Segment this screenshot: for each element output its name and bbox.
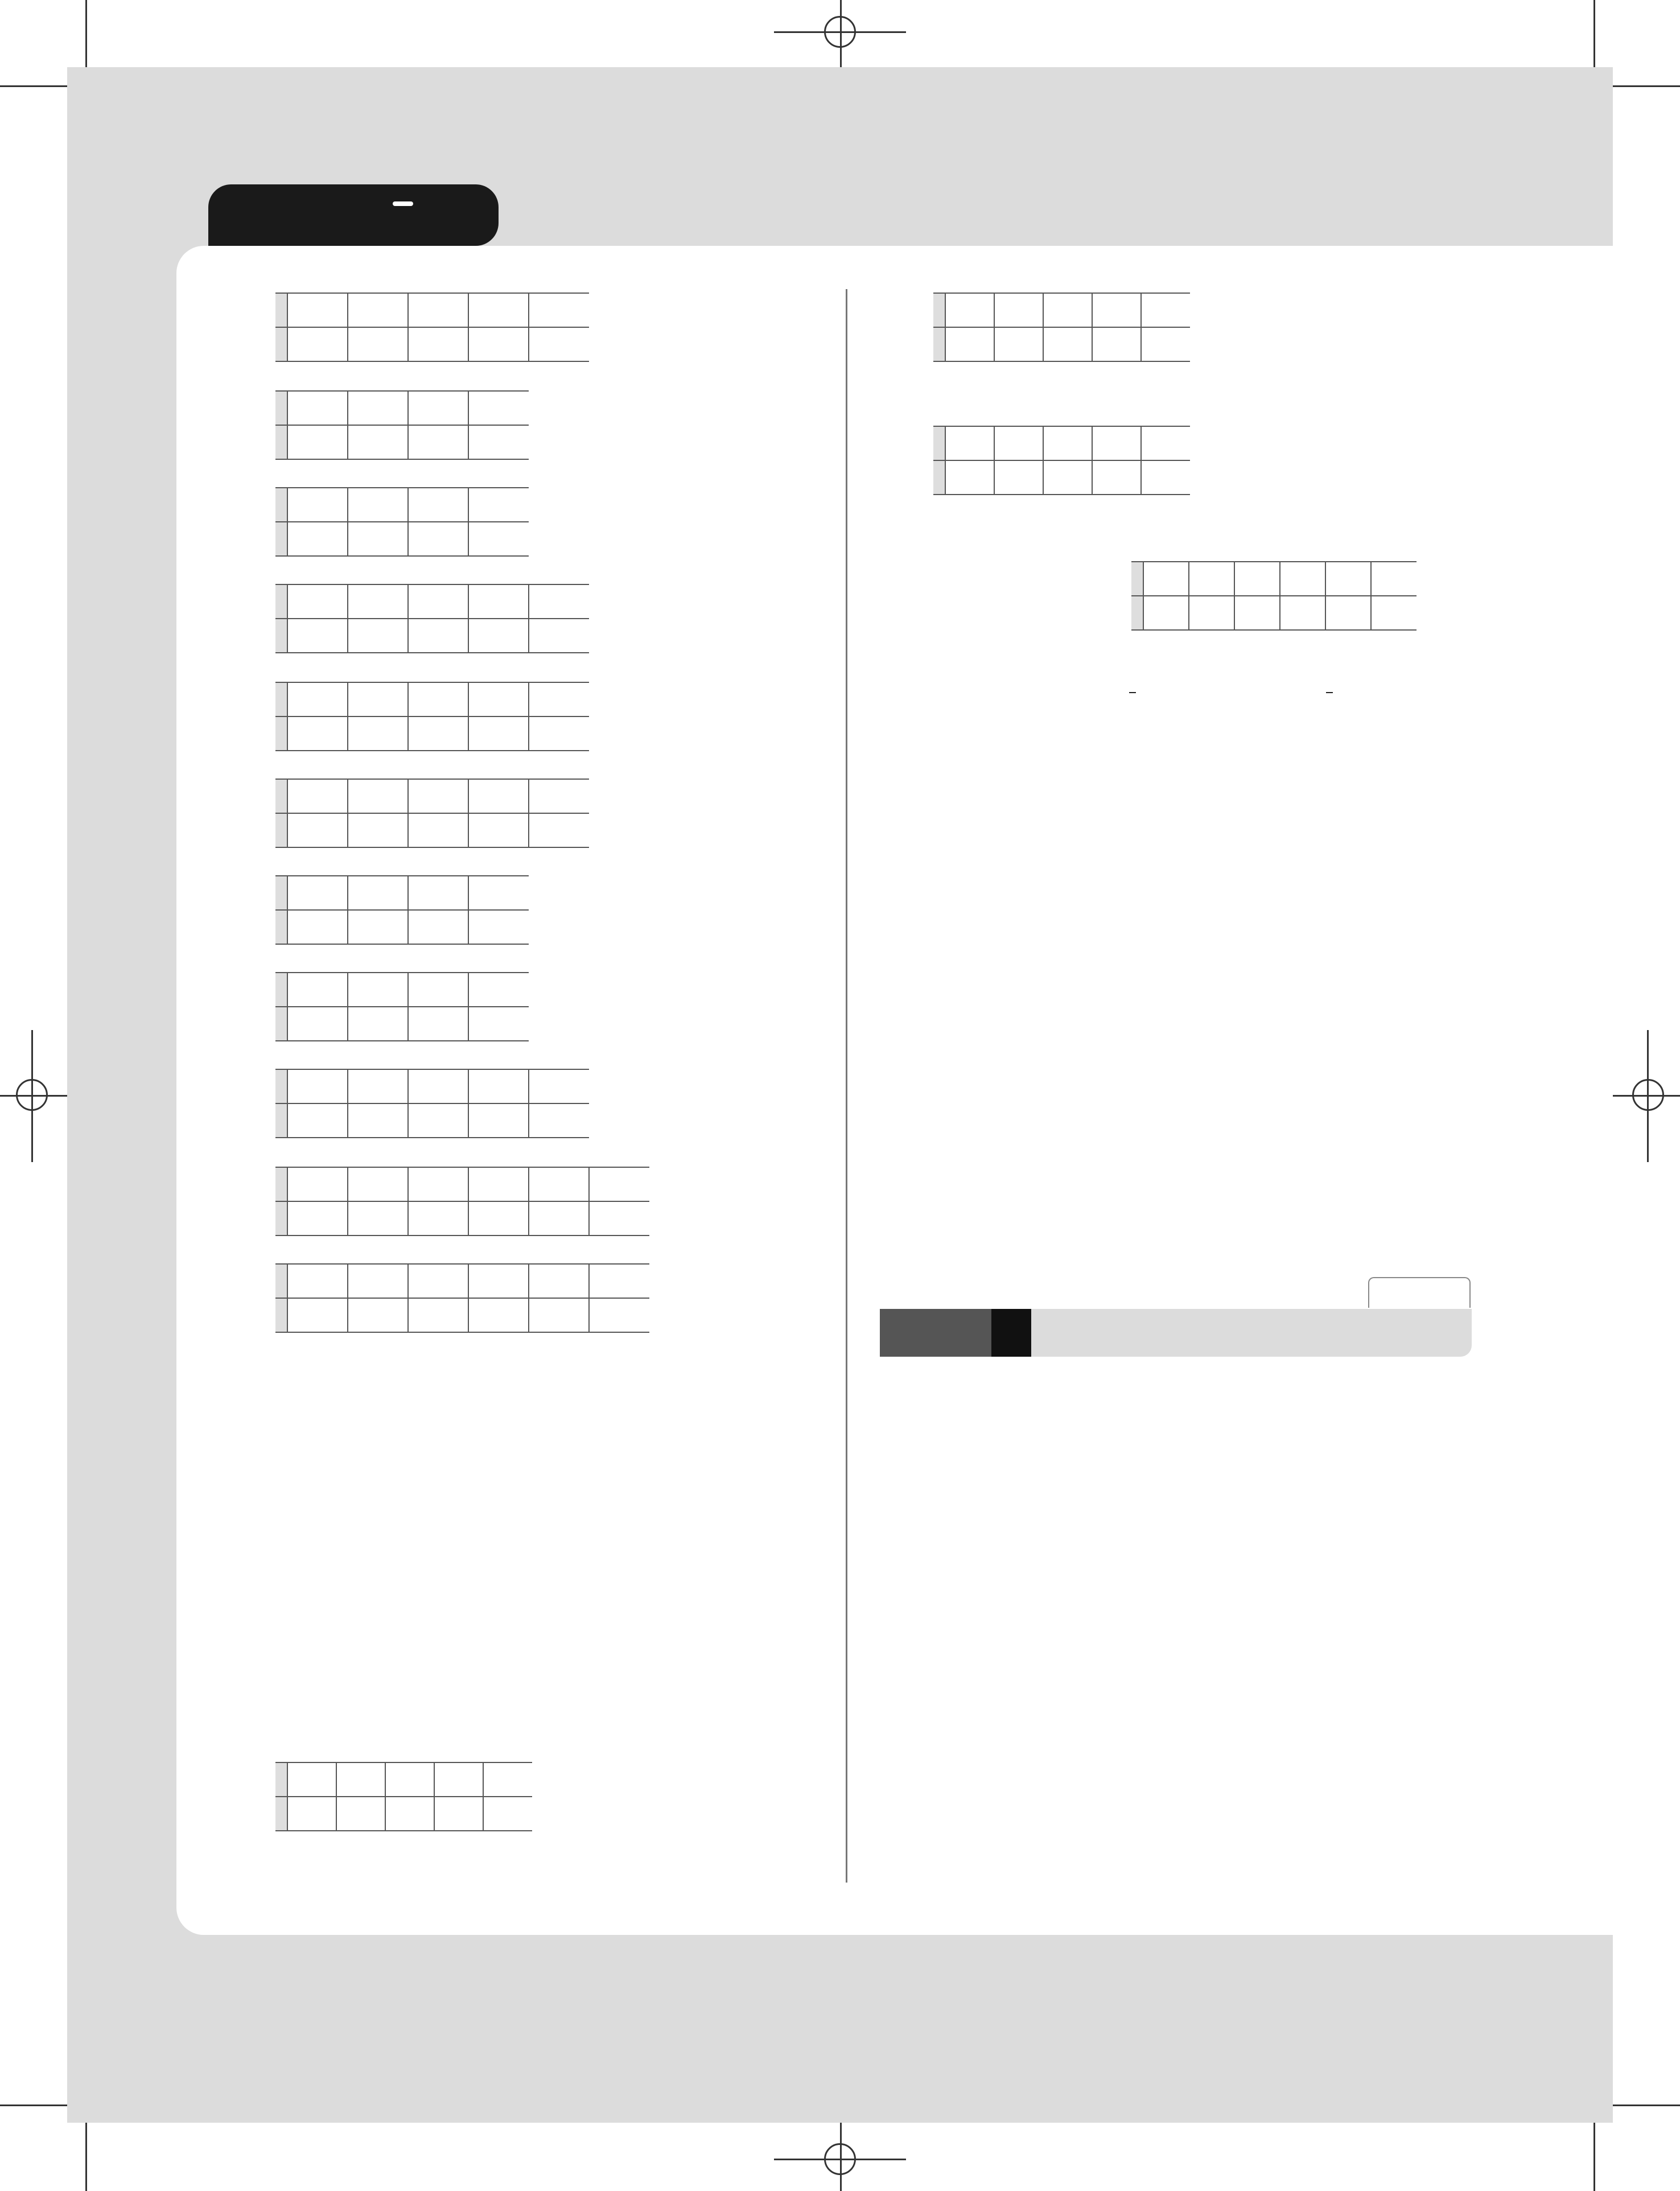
deviation-table	[1131, 561, 1417, 631]
table-cell	[1371, 596, 1417, 630]
table-cell	[348, 682, 408, 716]
row-header	[275, 391, 287, 425]
table-cell	[589, 1167, 649, 1201]
table-cell	[1280, 562, 1325, 596]
table-cell	[287, 1201, 348, 1235]
table-cell	[287, 1264, 348, 1298]
table-cell	[994, 293, 1043, 327]
table-cell	[408, 1103, 468, 1138]
table-cell	[287, 425, 348, 459]
table-cell	[348, 1007, 408, 1041]
table-cell	[408, 1298, 468, 1332]
table-cell	[287, 876, 348, 910]
row-header	[275, 1264, 287, 1298]
table-cell	[348, 1069, 408, 1103]
table-cell	[408, 488, 468, 522]
row-header	[933, 293, 945, 327]
registration-crosshair	[1647, 1030, 1649, 1162]
crop-mark	[1613, 85, 1680, 87]
crop-mark	[1593, 2123, 1595, 2191]
table-cell	[408, 327, 468, 361]
row-header	[275, 1069, 287, 1103]
scatter-plot-150	[922, 1394, 1218, 1639]
row-header	[275, 1007, 287, 1041]
table-cell	[434, 1797, 483, 1831]
table-cell	[529, 1264, 589, 1298]
table-cell	[994, 327, 1043, 361]
crop-mark	[85, 0, 87, 67]
crop-mark	[0, 85, 67, 87]
table-cell	[529, 1298, 589, 1332]
row-header	[933, 460, 945, 495]
table-cell	[1371, 562, 1417, 596]
table-cell	[529, 813, 589, 847]
table-cell	[287, 1762, 336, 1797]
crop-mark	[1593, 0, 1595, 67]
row-header	[1131, 562, 1143, 596]
table-cell	[483, 1797, 532, 1831]
table-cell	[287, 1103, 348, 1138]
fraction-numerator	[1129, 692, 1136, 693]
table-cell	[468, 910, 529, 944]
table-cell	[1043, 327, 1092, 361]
table-cell	[287, 682, 348, 716]
table-cell	[408, 716, 468, 751]
table-cell	[408, 813, 468, 847]
row-header	[275, 910, 287, 944]
table-cell	[1189, 596, 1234, 630]
table-cell	[408, 522, 468, 556]
table-cell	[287, 910, 348, 944]
row-header	[275, 1103, 287, 1138]
deviation-table	[275, 1762, 532, 1831]
deviation-table	[275, 487, 529, 557]
crop-mark	[0, 2104, 67, 2106]
table-cell	[408, 619, 468, 653]
row-header	[275, 619, 287, 653]
registration-crosshair	[774, 2159, 906, 2160]
table-cell	[348, 876, 408, 910]
table-cell	[468, 1103, 529, 1138]
table-cell	[468, 327, 529, 361]
table-cell	[529, 619, 589, 653]
crop-mark	[1613, 2104, 1680, 2106]
table-cell	[348, 910, 408, 944]
table-cell	[336, 1762, 385, 1797]
table-cell	[408, 1069, 468, 1103]
table-cell	[287, 1069, 348, 1103]
deviation-table	[275, 1263, 649, 1333]
table-cell	[408, 1201, 468, 1235]
table-cell	[287, 779, 348, 813]
table-cell	[348, 584, 408, 619]
row-header	[275, 425, 287, 459]
section-tab	[208, 184, 499, 246]
table-cell	[468, 876, 529, 910]
row-header	[1131, 596, 1143, 630]
table-cell	[468, 488, 529, 522]
table-cell	[287, 973, 348, 1007]
table-cell	[945, 293, 994, 327]
table-cell	[945, 327, 994, 361]
row-header	[275, 716, 287, 751]
registration-crosshair	[0, 1095, 67, 1097]
table-cell	[1043, 293, 1092, 327]
registration-crosshair	[31, 1030, 33, 1162]
table-cell	[408, 584, 468, 619]
table-cell	[468, 682, 529, 716]
deviation-table	[933, 293, 1190, 362]
fraction-answer	[1326, 692, 1333, 693]
row-header	[275, 327, 287, 361]
deviation-table	[275, 293, 589, 362]
row-header	[275, 1797, 287, 1831]
table-cell	[589, 1298, 649, 1332]
deviation-table	[275, 875, 529, 945]
table-cell	[287, 619, 348, 653]
table-cell	[529, 327, 589, 361]
table-cell	[287, 1298, 348, 1332]
crop-mark	[85, 2123, 87, 2191]
table-cell	[287, 1007, 348, 1041]
table-cell	[468, 1201, 529, 1235]
table-cell	[348, 813, 408, 847]
table-cell	[945, 460, 994, 495]
table-cell	[408, 876, 468, 910]
table-cell	[348, 1167, 408, 1201]
row-header	[933, 426, 945, 460]
table-cell	[468, 391, 529, 425]
row-header	[275, 813, 287, 847]
table-cell	[336, 1797, 385, 1831]
table-cell	[945, 426, 994, 460]
row-header	[275, 876, 287, 910]
row-header	[275, 682, 287, 716]
table-cell	[1043, 460, 1092, 495]
table-cell	[468, 425, 529, 459]
table-cell	[348, 619, 408, 653]
table-cell	[1325, 596, 1371, 630]
table-cell	[468, 522, 529, 556]
table-cell	[408, 1167, 468, 1201]
deviation-table	[933, 426, 1190, 495]
table-cell	[589, 1264, 649, 1298]
table-cell	[287, 522, 348, 556]
table-cell	[529, 1069, 589, 1103]
table-cell	[529, 293, 589, 327]
deviation-table	[275, 1069, 589, 1138]
table-cell	[348, 973, 408, 1007]
deviation-table	[275, 682, 589, 751]
table-cell	[529, 779, 589, 813]
column-divider	[846, 289, 847, 1883]
episode-number	[991, 1309, 1031, 1357]
table-cell	[468, 1069, 529, 1103]
table-cell	[1043, 426, 1092, 460]
table-cell	[1325, 562, 1371, 596]
table-cell	[529, 1103, 589, 1138]
table-cell	[408, 391, 468, 425]
row-header	[275, 1298, 287, 1332]
section-badge	[393, 201, 413, 206]
table-cell	[408, 1264, 468, 1298]
table-cell	[994, 460, 1043, 495]
table-cell	[348, 293, 408, 327]
table-cell	[1234, 596, 1280, 630]
table-cell	[468, 584, 529, 619]
page-range-tab	[1368, 1277, 1471, 1308]
table-cell	[287, 1797, 336, 1831]
table-cell	[385, 1797, 434, 1831]
table-cell	[1141, 426, 1190, 460]
table-cell	[529, 1201, 589, 1235]
registration-crosshair	[1613, 1095, 1680, 1097]
table-cell	[468, 813, 529, 847]
table-cell	[1280, 596, 1325, 630]
table-cell	[1092, 327, 1141, 361]
table-cell	[348, 1201, 408, 1235]
table-cell	[483, 1762, 532, 1797]
deviation-table	[275, 972, 529, 1041]
row-header	[275, 293, 287, 327]
table-cell	[287, 327, 348, 361]
table-cell	[1141, 460, 1190, 495]
table-cell	[468, 293, 529, 327]
table-cell	[468, 1167, 529, 1201]
table-cell	[287, 391, 348, 425]
deviation-table	[275, 390, 529, 460]
table-cell	[1143, 562, 1189, 596]
table-cell	[348, 488, 408, 522]
registration-crosshair	[840, 2123, 842, 2191]
table-cell	[1143, 596, 1189, 630]
table-cell	[1189, 562, 1234, 596]
table-cell	[434, 1762, 483, 1797]
row-header	[275, 1762, 287, 1797]
table-cell	[1234, 562, 1280, 596]
row-header	[933, 327, 945, 361]
registration-crosshair	[774, 31, 906, 33]
table-cell	[468, 779, 529, 813]
table-cell	[287, 716, 348, 751]
table-cell	[348, 1298, 408, 1332]
table-cell	[529, 716, 589, 751]
table-cell	[287, 584, 348, 619]
row-header	[275, 1167, 287, 1201]
table-cell	[994, 426, 1043, 460]
table-cell	[408, 1007, 468, 1041]
deviation-table	[275, 779, 589, 848]
table-cell	[529, 682, 589, 716]
table-cell	[529, 584, 589, 619]
row-header	[275, 488, 287, 522]
table-cell	[287, 813, 348, 847]
table-cell	[468, 1264, 529, 1298]
registration-crosshair	[840, 0, 842, 67]
deviation-table	[275, 584, 589, 653]
table-cell	[385, 1762, 434, 1797]
table-cell	[348, 1264, 408, 1298]
table-cell	[408, 682, 468, 716]
scatter-plot-151	[922, 1650, 1218, 1889]
table-cell	[1092, 460, 1141, 495]
fraction-answer	[1129, 692, 1136, 693]
table-cell	[348, 779, 408, 813]
row-header	[275, 973, 287, 1007]
table-cell	[287, 488, 348, 522]
fraction-numerator	[1326, 692, 1333, 693]
table-cell	[408, 425, 468, 459]
table-cell	[348, 522, 408, 556]
table-cell	[529, 1167, 589, 1201]
row-header	[275, 584, 287, 619]
row-header	[275, 779, 287, 813]
table-cell	[287, 293, 348, 327]
table-cell	[589, 1201, 649, 1235]
deviation-table	[275, 1167, 649, 1236]
table-cell	[1141, 293, 1190, 327]
table-cell	[348, 327, 408, 361]
table-cell	[468, 973, 529, 1007]
table-cell	[408, 293, 468, 327]
table-cell	[348, 716, 408, 751]
table-cell	[348, 425, 408, 459]
row-header	[275, 522, 287, 556]
episode-label	[880, 1309, 991, 1357]
table-cell	[468, 716, 529, 751]
table-cell	[1092, 293, 1141, 327]
table-cell	[1092, 426, 1141, 460]
table-cell	[408, 910, 468, 944]
table-cell	[1141, 327, 1190, 361]
row-header	[275, 1201, 287, 1235]
table-cell	[468, 619, 529, 653]
table-cell	[468, 1298, 529, 1332]
table-cell	[348, 391, 408, 425]
table-cell	[287, 1167, 348, 1201]
table-cell	[468, 1007, 529, 1041]
table-cell	[348, 1103, 408, 1138]
table-cell	[408, 779, 468, 813]
table-cell	[408, 973, 468, 1007]
